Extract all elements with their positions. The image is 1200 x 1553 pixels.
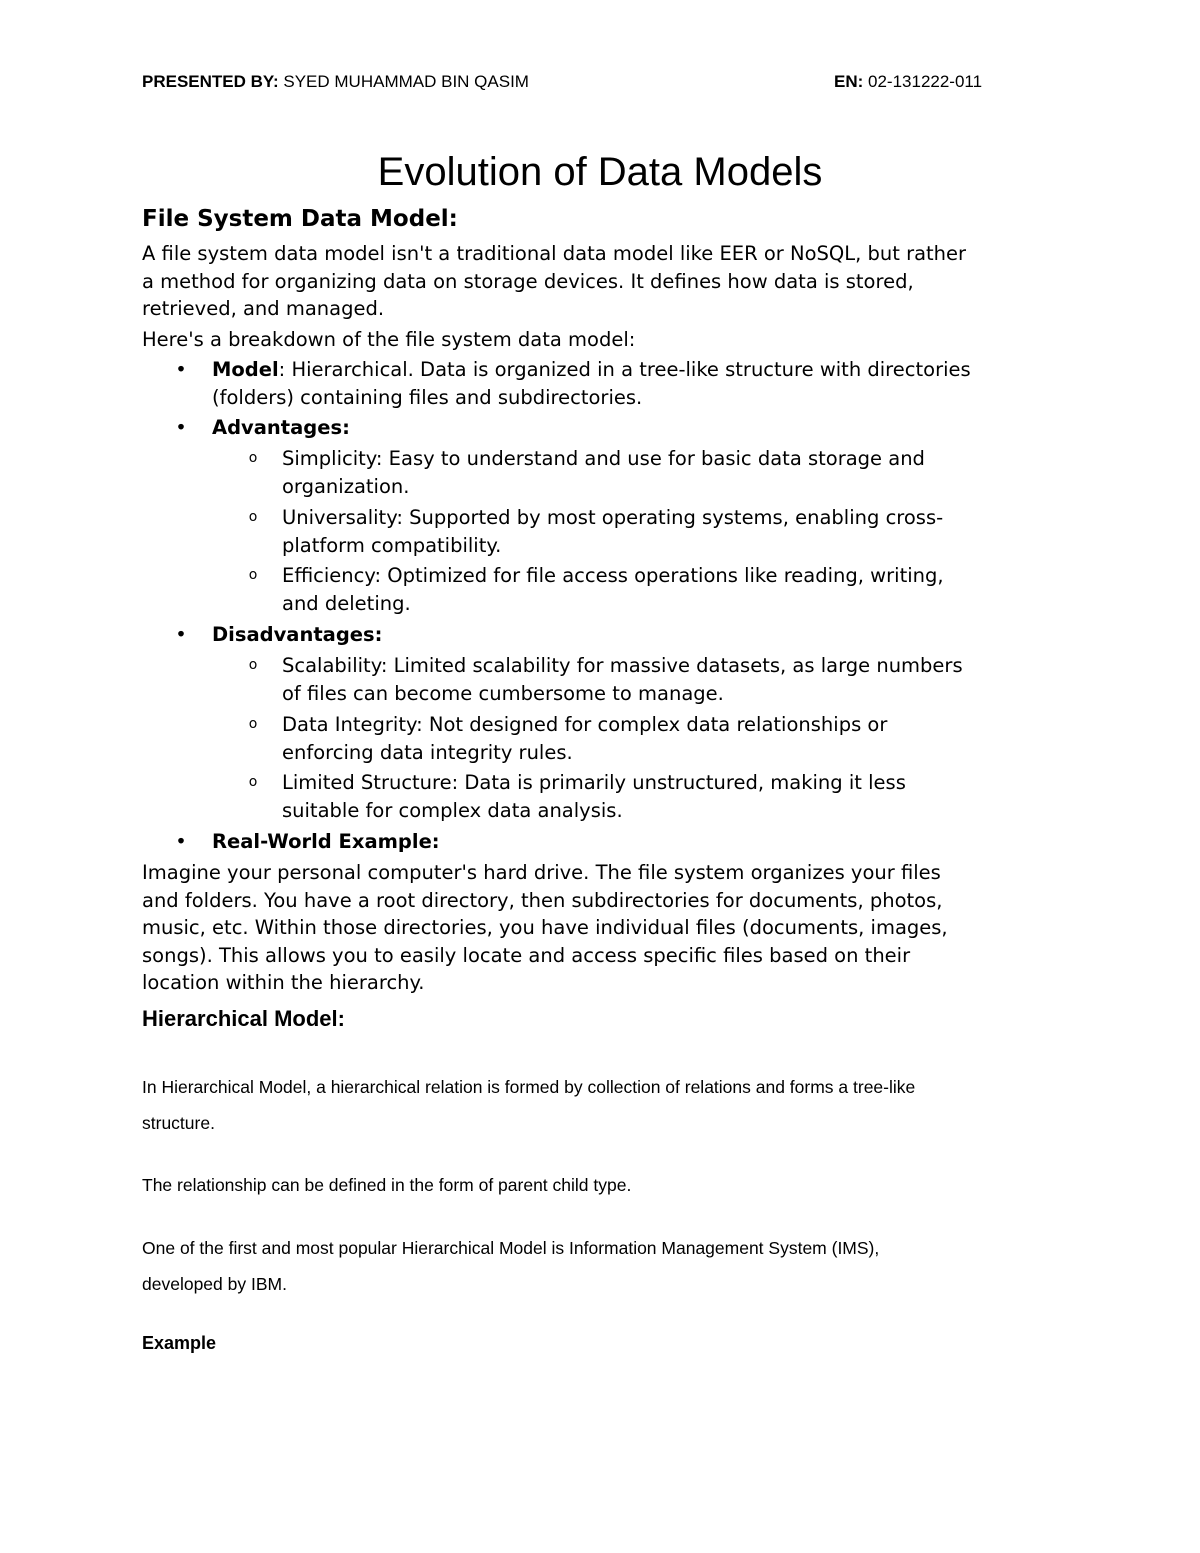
sub-bullet-icon: o xyxy=(248,567,258,583)
sub-bullet-icon: o xyxy=(248,657,258,673)
model-text-line: (folders) containing files and subdirectories. xyxy=(212,385,643,409)
advantage-line: Universality: Supported by most operating systems, enabling cross- xyxy=(282,506,944,529)
sub-bullet-icon: o xyxy=(248,716,258,732)
page-header xyxy=(142,72,1002,98)
advantage-line: organization. xyxy=(282,474,410,498)
document-title: Evolution of Data Models xyxy=(377,150,823,194)
disadvantages-label: Disadvantages: xyxy=(212,623,383,646)
bullet-icon: • xyxy=(175,623,187,646)
breakdown-paragraph xyxy=(142,326,1062,354)
breakdown-line: Here's a breakdown of the file system data model: xyxy=(142,328,636,351)
example-line: songs). This allows you to easily locate and access specific files based on their xyxy=(142,943,911,967)
disadvantage-line: Limited Structure: Data is primarily unstructured, making it less xyxy=(282,771,906,794)
presenter-name: SYED MUHAMMAD BIN QASIM xyxy=(278,72,529,91)
advantage-line: Efficiency: Optimized for file access operations like reading, writing, xyxy=(282,564,944,587)
sub-bullet-icon: o xyxy=(248,509,258,525)
enrollment-label: EN: xyxy=(834,72,864,91)
example-line: music, etc. Within those directories, you have individual files (documents, images, xyxy=(142,916,948,939)
disadvantage-line: Data Integrity: Not designed for complex data relationships or xyxy=(282,713,888,736)
disadvantage-line: suitable for complex data analysis. xyxy=(282,798,623,822)
example-paragraph xyxy=(142,859,1062,997)
bullet-icon: • xyxy=(175,416,187,439)
advantage-line: and deleting. xyxy=(282,591,411,615)
presented-by xyxy=(142,72,529,92)
enrollment-number xyxy=(834,72,982,92)
model-label: Model xyxy=(212,358,279,381)
model-text: : Hierarchical. Data is organized in a tree-like structure with directories xyxy=(278,358,971,381)
section-heading-hierarchical: Hierarchical Model: xyxy=(142,1006,345,1031)
hierarchical-paragraph-2 xyxy=(142,1167,1062,1203)
enrollment-value: 02-131222-011 xyxy=(863,72,983,91)
hierarchical-paragraph-1 xyxy=(142,1069,1062,1141)
section-heading-file-system: File System Data Model: xyxy=(142,206,458,232)
advantage-line: Simplicity: Easy to understand and use for basic data storage and xyxy=(282,447,925,470)
paragraph-line: developed by IBM. xyxy=(142,1274,287,1294)
bullet-icon: • xyxy=(175,830,187,853)
presented-by-label: PRESENTED BY: xyxy=(142,72,279,91)
disadvantage-line: enforcing data integrity rules. xyxy=(282,740,573,764)
sub-bullet-icon: o xyxy=(248,450,258,466)
intro-paragraph xyxy=(142,240,1062,323)
example-heading: Example xyxy=(142,1333,217,1353)
example-line: location within the hierarchy. xyxy=(142,971,425,994)
advantages-label: Advantages: xyxy=(212,416,350,439)
hierarchical-paragraph-3 xyxy=(142,1230,1062,1302)
intro-line: A file system data model isn't a traditional data model like EER or NoSQL, but rather xyxy=(142,242,967,265)
advantage-line: platform compatibility. xyxy=(282,533,502,557)
example-line: Imagine your personal computer's hard drive. The file system organizes your files xyxy=(142,861,941,884)
example-line: and folders. You have a root directory, then subdirectories for documents, photos, xyxy=(142,888,943,912)
sub-bullet-icon: o xyxy=(248,774,258,790)
example-label: Real-World Example: xyxy=(212,830,440,853)
disadvantage-line: of files can become cumbersome to manage. xyxy=(282,681,724,705)
disadvantage-line: Scalability: Limited scalability for massive datasets, as large numbers xyxy=(282,654,963,677)
intro-line: a method for organizing data on storage devices. It defines how data is stored, xyxy=(142,269,914,293)
paragraph-line: In Hierarchical Model, a hierarchical relation is formed by collection of relations and forms a tree-like xyxy=(142,1077,916,1097)
paragraph-line: The relationship can be defined in the form of parent child type. xyxy=(142,1175,632,1195)
paragraph-line: One of the first and most popular Hierarchical Model is Information Management System (IMS), xyxy=(142,1238,880,1258)
paragraph-line: structure. xyxy=(142,1113,215,1133)
bullet-icon: • xyxy=(175,358,187,381)
intro-line: retrieved, and managed. xyxy=(142,297,385,320)
bullet-text xyxy=(212,356,971,411)
